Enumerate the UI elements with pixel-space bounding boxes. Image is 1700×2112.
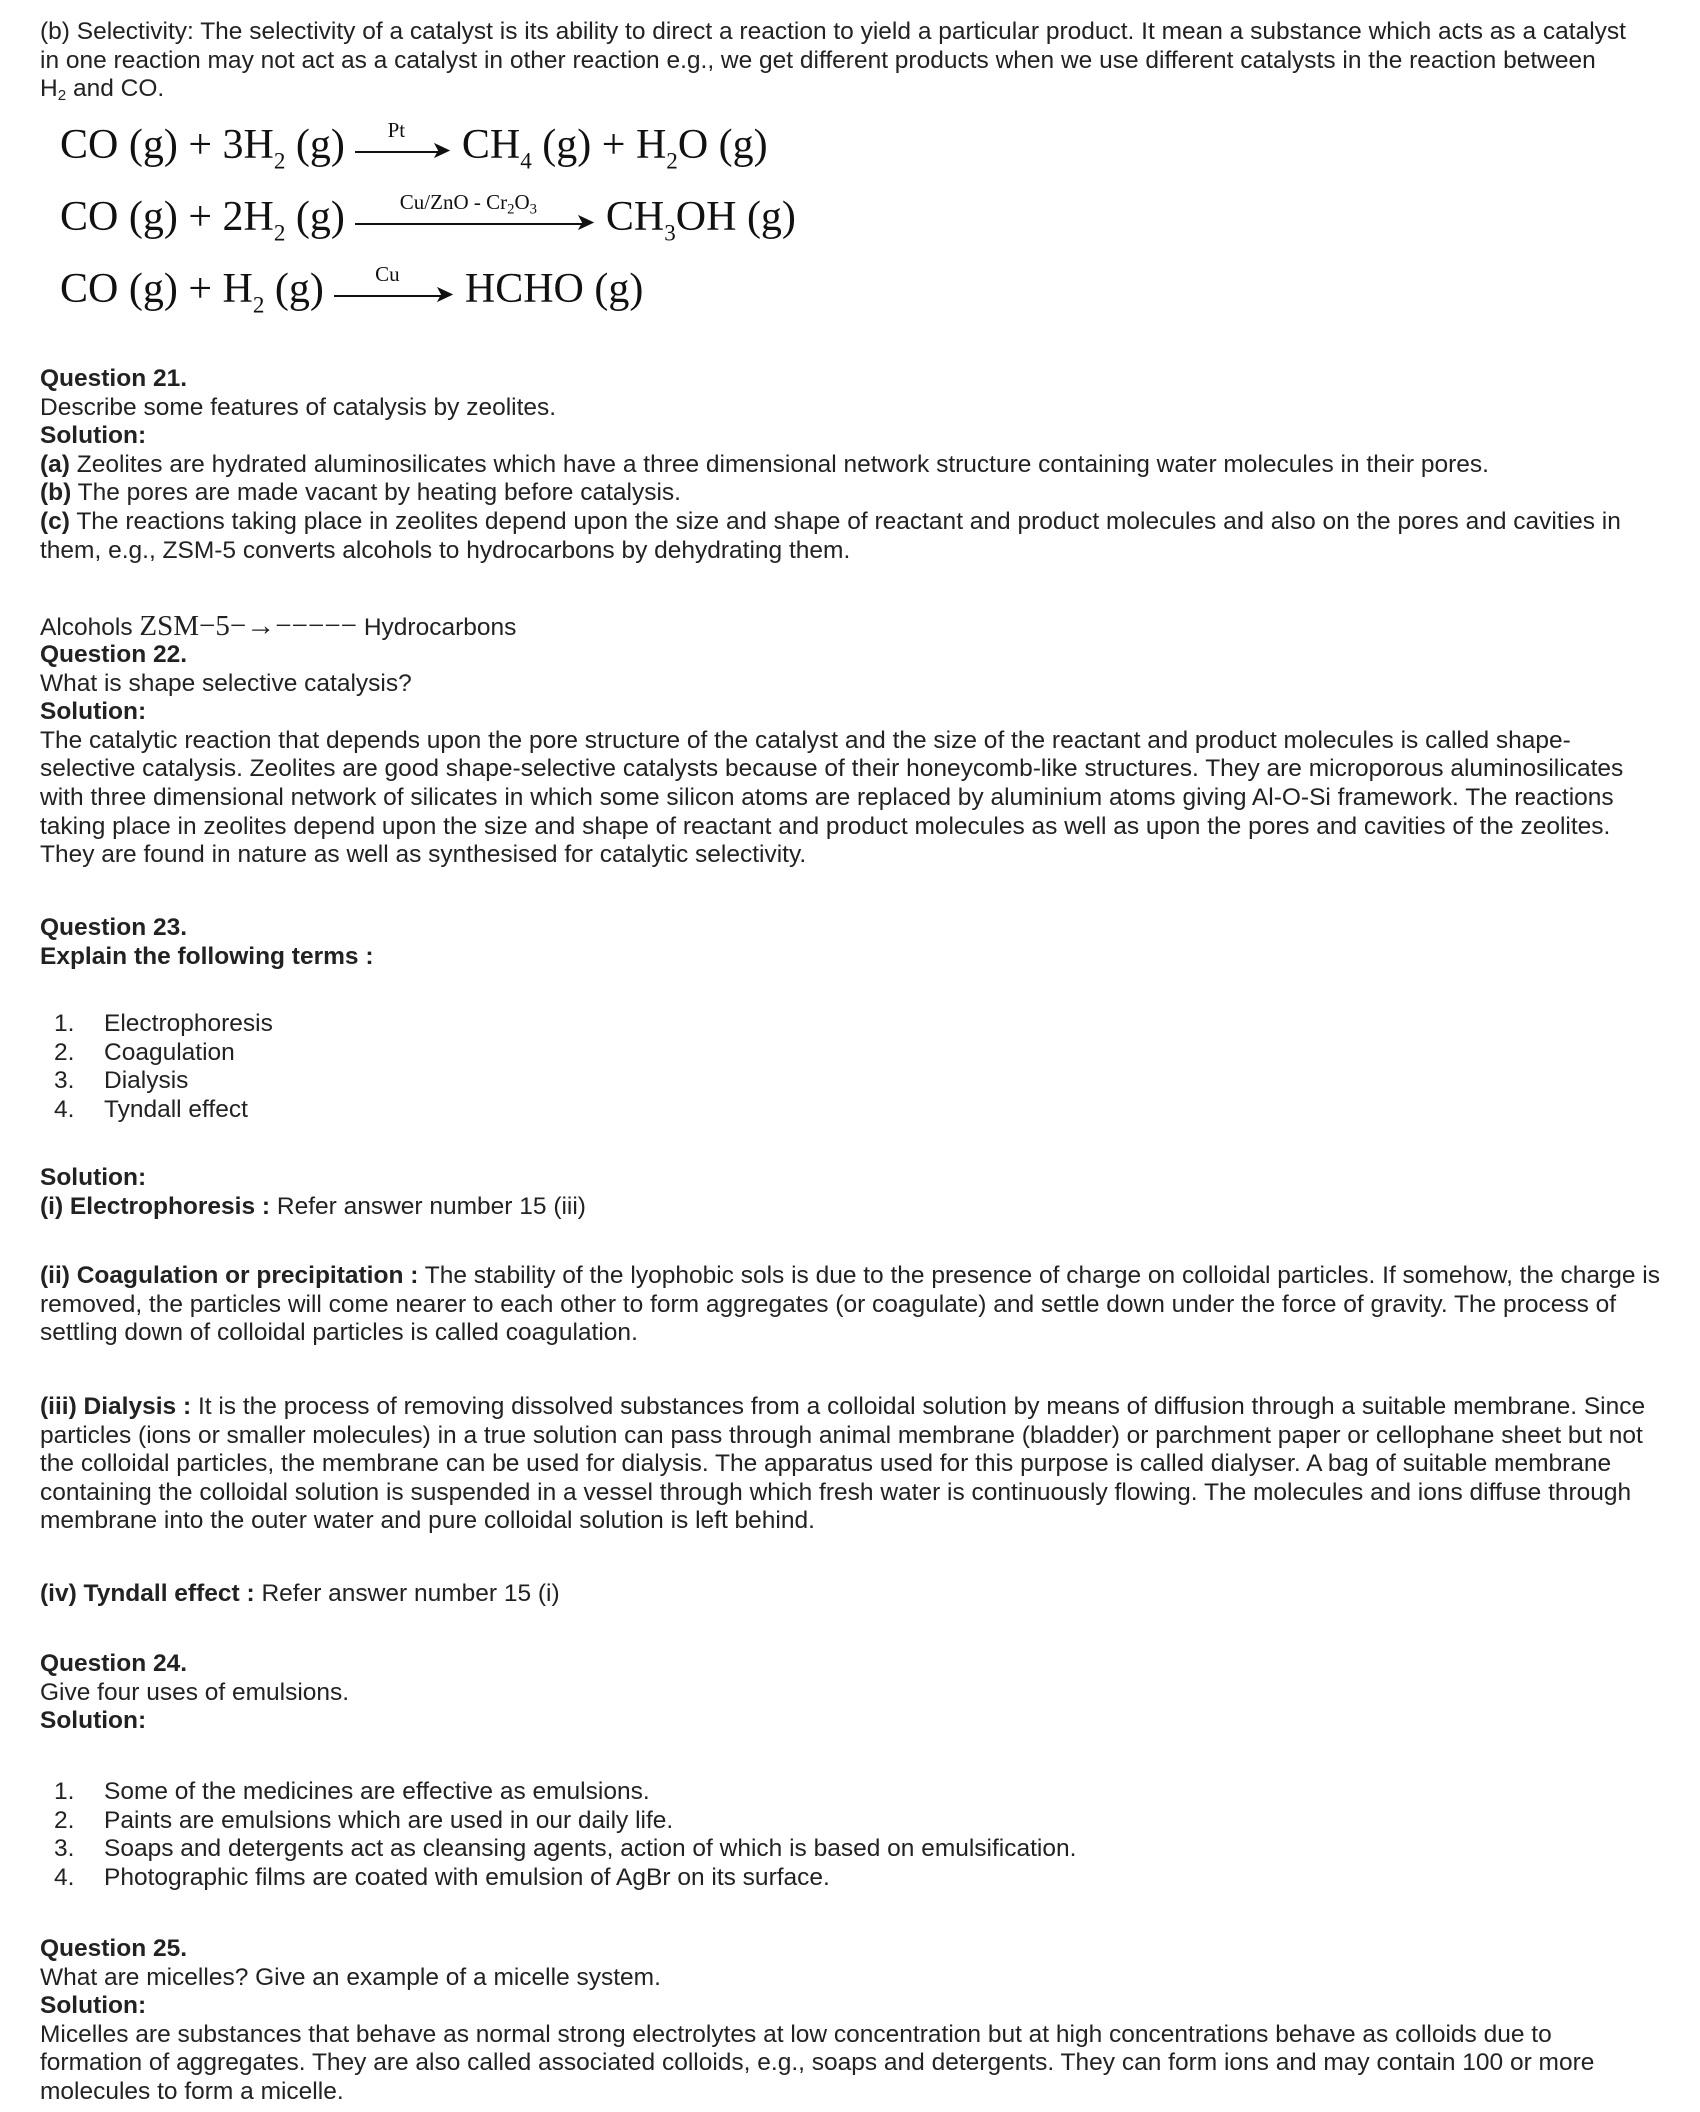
list-item: 3. Dialysis	[54, 1067, 189, 1095]
arrow-head-icon: ➤	[434, 282, 455, 309]
solution-label: Solution:	[40, 1164, 147, 1191]
equation-reactants: CO $(g) + 2H_2$ (g)	[60, 194, 345, 246]
equation-products: $CH_4$ $(g) + H_2O$ (g)	[461, 122, 768, 174]
question-text: Give four uses of emulsions.	[40, 1678, 350, 1706]
question-23-solution	[40, 1164, 1670, 1221]
reaction-arrow	[355, 118, 452, 165]
list-item: 1. Some of the medicines are effective as emulsions.	[54, 1778, 650, 1805]
solution-label: Solution:	[40, 1707, 147, 1735]
answer-tyndall: (iv) Tyndall effect : Refer answer number 15 (i)	[40, 1580, 560, 1607]
question-25	[40, 1935, 1670, 2107]
answer-coagulation: (ii) Coagulation or precipitation : The stability of the lyophobic sols is due to the presence of charge on colloidal particles. If somehow, the charge is removed, the particles will come nearer to each other to form aggregates (or coagulate) and settle down under the force of gravity. The process of settling down of colloidal particles is called coagulation.	[40, 1262, 1660, 1347]
equation-methanol	[60, 184, 796, 256]
question-text: What is shape selective catalysis?	[40, 669, 412, 697]
selectivity-line-2: in one reaction may not act as a catalyst in other reaction e.g., we get different products when we use different catalysts in the reaction between	[40, 46, 1596, 74]
reactant-label: Alcohols	[40, 614, 140, 641]
question-title: Question 21.	[40, 365, 188, 392]
catalyst-arrow: ZSM−5−→−−−−−	[139, 610, 358, 642]
equation-reactants: CO $(g) + 3H_2$ (g)	[60, 122, 345, 174]
catalyst-label: Pt	[387, 118, 406, 143]
emulsion-uses-list	[40, 1778, 1670, 1892]
selectivity-line-3: $H_2$ and CO.	[40, 75, 165, 104]
reaction-arrow	[334, 262, 455, 309]
question-title: Question 22.	[40, 641, 188, 668]
solution-text: The catalytic reaction that depends upon the pore structure of the catalyst and the size of the reactant and product molecules is called shape-selective catalysis. Zeolites are good shape-selective catalysts because of their honeycomb-like structures. They are microporous aluminosilicates with three dimensional network of silicates in which some silicon atoms are replaced by aluminium atoms giving Al-O-Si framework. The reactions taking place in zeolites depend upon the size and shape of reactant and product molecules as well as upon the pores and cavities of the zeolites. They are found in nature as well as synthesised for catalytic selectivity.	[40, 726, 1624, 869]
solution-point-c: (c) The reactions taking place in zeolites depend upon the size and shape of reactant and product molecules and also on the pores and cavities in them, e.g., ZSM-5 converts alcohols to hydrocarbons by dehydrating them.	[40, 507, 1621, 564]
catalyst-label: $Cu/ZnO - Cr_2O_3$	[399, 190, 537, 218]
zsm5-reaction	[40, 612, 1670, 643]
answer-electrophoresis: (i) Electrophoresis : Refer answer number 15 (iii)	[40, 1192, 586, 1220]
question-22	[40, 641, 1670, 870]
list-item: 4. Photographic films are coated with emulsion of AgBr on its surface.	[54, 1863, 830, 1891]
equation-formaldehyde	[60, 256, 796, 328]
question-title: Question 24.	[40, 1650, 188, 1677]
list-item: 4. Tyndall effect	[54, 1095, 248, 1123]
selectivity-paragraph	[40, 18, 1670, 104]
terms-list	[40, 1010, 1670, 1124]
question-21	[40, 365, 1670, 565]
solution-label: Solution:	[40, 1992, 147, 2020]
solution-point-b: (b) The pores are made vacant by heating before catalysis.	[40, 479, 681, 507]
question-text: Explain the following terms :	[40, 942, 374, 970]
question-23	[40, 914, 1670, 971]
list-item: 2. Coagulation	[54, 1038, 235, 1066]
solution-label: Solution:	[40, 698, 147, 726]
list-item: 3. Soaps and detergents act as cleansing agents, action of which is based on emulsification.	[54, 1835, 1077, 1863]
question-24	[40, 1650, 1670, 1736]
arrow-head-icon: ➤	[431, 138, 452, 165]
solution-label: Solution:	[40, 422, 147, 450]
reaction-arrow	[355, 190, 596, 237]
product-label: Hydrocarbons	[357, 614, 517, 641]
solution-text: Micelles are substances that behave as normal strong electrolytes at low concentration but at high concentrations behave as colloids due to formation of aggregates. They are also called associated colloids, e.g., soaps and detergents. They can form ions and may contain 100 or more molecules to form a micelle.	[40, 2020, 1595, 2105]
equation-methane	[60, 112, 796, 184]
equation-reactants: CO $(g) + H_2$ (g)	[60, 266, 324, 318]
list-item: 1. Electrophoresis	[54, 1010, 273, 1037]
answer-dialysis: (iii) Dialysis : It is the process of removing dissolved substances from a colloidal solution by means of diffusion through a suitable membrane. Since particles (ions or smaller molecules) in a true solution can pass through animal membrane (bladder) or parchment paper or cellophane sheet but not the colloidal particles, the membrane can be used for dialysis. The apparatus used for this purpose is called dialyser. A bag of suitable membrane containing the colloidal solution is suspended in a vessel through which fresh water is continuously flowing. The molecules and ions diffuse through membrane into the outer water and pure colloidal solution is left behind.	[40, 1393, 1646, 1535]
question-title: Question 23.	[40, 914, 188, 941]
question-text: What are micelles? Give an example of a micelle system.	[40, 1963, 661, 1991]
question-title: Question 25.	[40, 1935, 188, 1962]
equation-products: $CH_3OH$ (g)	[605, 194, 796, 246]
arrow-head-icon: ➤	[575, 210, 596, 237]
equation-products: HCHO (g)	[464, 266, 644, 313]
solution-point-a: (a) Zeolites are hydrated aluminosilicates which have a three dimensional network structure containing water molecules in their pores.	[40, 450, 1489, 478]
reaction-equations	[60, 112, 796, 328]
list-item: 2. Paints are emulsions which are used in our daily life.	[54, 1806, 674, 1834]
selectivity-line-1: (b) Selectivity: The selectivity of a catalyst is its ability to direct a reaction to yield a particular product. It mean a substance which acts as a catalyst	[40, 18, 1626, 45]
catalyst-label: Cu	[375, 262, 400, 287]
question-text: Describe some features of catalysis by zeolites.	[40, 393, 557, 421]
